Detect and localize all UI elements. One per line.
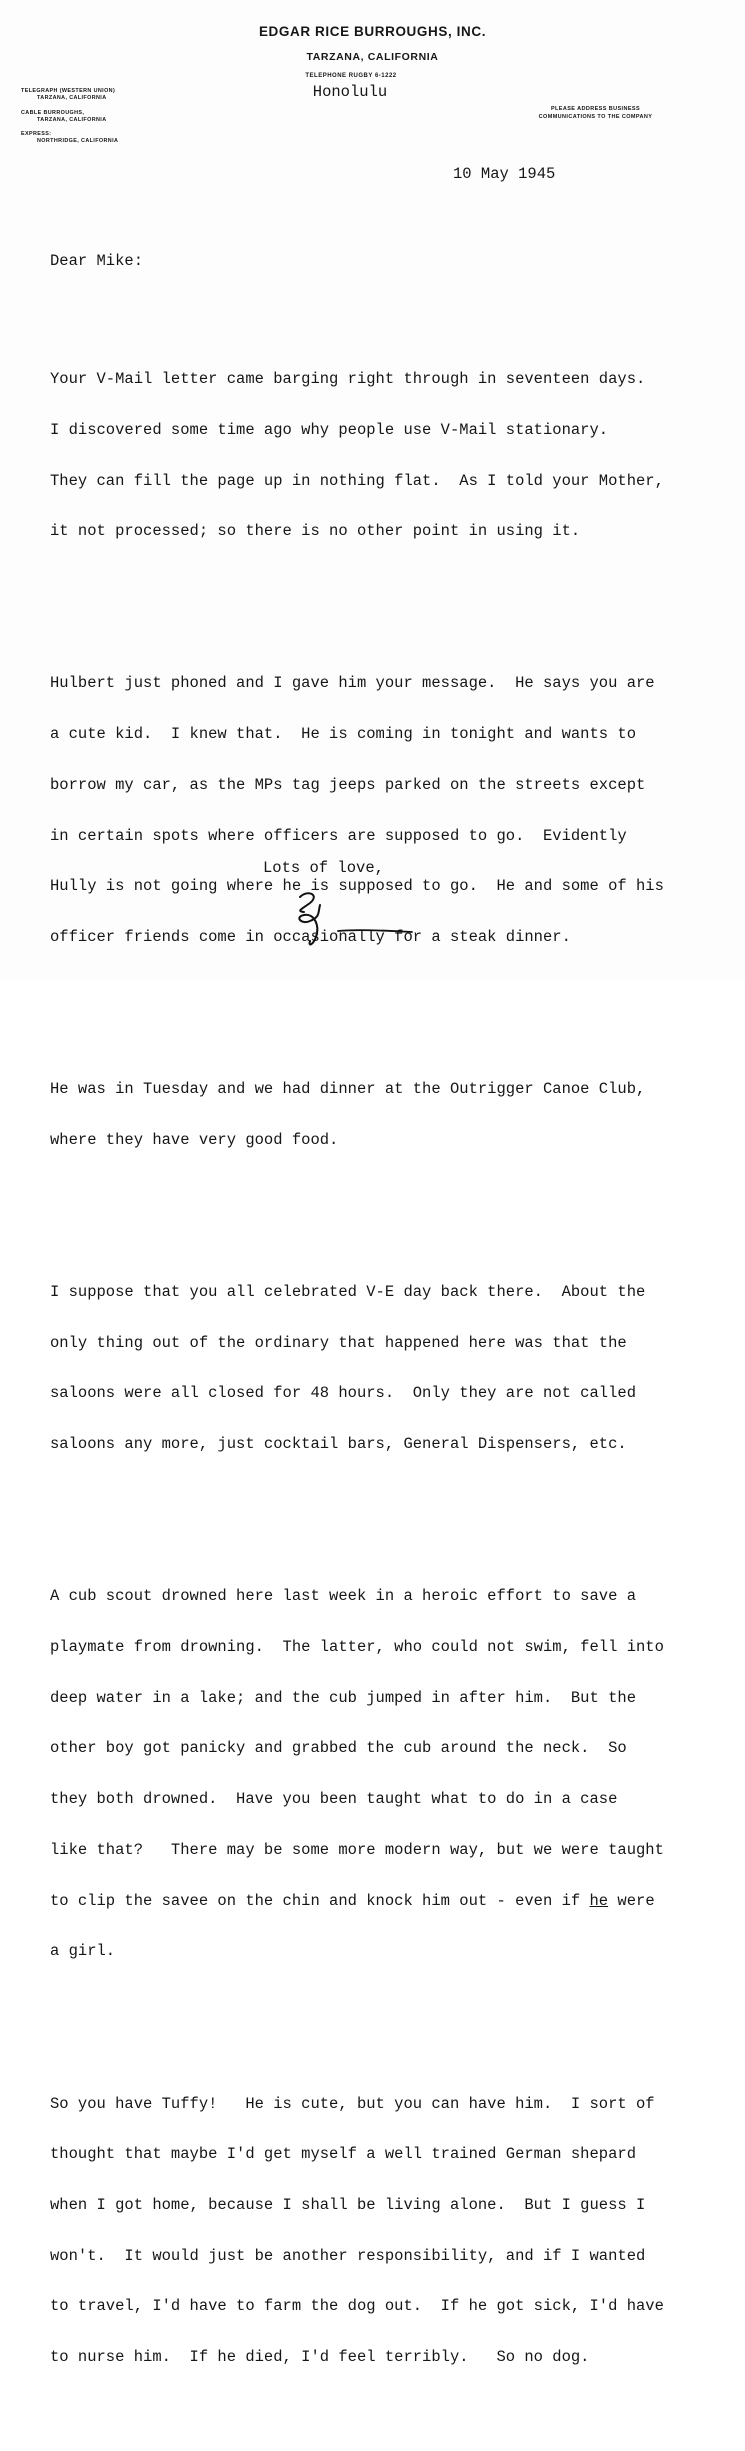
body-line: when I got home, because I shall be living alone. But I guess I xyxy=(50,2195,646,2214)
closing: Lots of love, xyxy=(263,859,384,877)
body-line: borrow my car, as the MPs tag jeeps parked on the streets except xyxy=(50,775,646,794)
paragraph-1 xyxy=(50,337,730,574)
body-line: officer friends come in occasionally for a steak dinner. xyxy=(50,928,571,947)
body-line: it not processed; so there is no other point in using it. xyxy=(50,522,581,541)
signature xyxy=(280,885,440,955)
body-line: a girl. xyxy=(50,1942,116,1961)
body-line: Hully is not going where he is supposed to go. He and some of his xyxy=(50,877,664,896)
letterhead-city: TARZANA, CALIFORNIA xyxy=(306,51,439,63)
body-line: to nurse him. If he died, I'd feel terribly. So no dog. xyxy=(50,2348,590,2367)
letterhead-company: EDGAR RICE BURROUGHS, INC. xyxy=(258,24,487,39)
body-line: saloons any more, just cocktail bars, General Dispensers, etc. xyxy=(50,1435,627,1454)
letterhead-contact-block xyxy=(21,88,118,146)
letterhead-telephone: TELEPHONE RUGBY 6-1222 xyxy=(305,73,397,79)
body-line: thought that maybe I'd get myself a well trained German shepard xyxy=(50,2145,636,2164)
body-line: deep water in a lake; and the cub jumped in after him. But the xyxy=(50,1688,636,1707)
telegraph-location: TARZANA, CALIFORNIA xyxy=(37,95,107,102)
paragraph-3 xyxy=(50,1047,730,1182)
typed-place: Honolulu xyxy=(312,83,388,101)
notice-line-1: PLEASE ADDRESS BUSINESS xyxy=(550,106,641,112)
paragraph-4 xyxy=(50,1250,730,1487)
notice-line-2: COMMUNICATIONS TO THE COMPANY xyxy=(538,114,653,120)
body-line: a cute kid. I knew that. He is coming in tonight and wants to xyxy=(50,725,636,744)
body-line: other boy got panicky and grabbed the cub around the neck. So xyxy=(50,1739,627,1758)
cable-label: CABLE BURROUGHS, xyxy=(21,109,85,116)
body-line: So you have Tuffy! He is cute, but you can have him. I sort of xyxy=(50,2094,655,2113)
body-line-emphasis xyxy=(50,1893,730,1910)
body-line: Hulbert just phoned and I gave him your message. He says you are xyxy=(50,674,655,693)
body-line: They can fill the page up in nothing flat. As I told your Mother, xyxy=(50,471,664,490)
body-line: He was in Tuesday and we had dinner at the Outrigger Canoe Club, xyxy=(50,1080,646,1099)
express-location: NORTHRIDGE, CALIFORNIA xyxy=(37,138,119,145)
letter-date: 10 May 1945 xyxy=(453,165,556,183)
body-line: I discovered some time ago why people use V-Mail stationary. xyxy=(50,420,609,439)
body-line: like that? There may be some more modern way, but we were taught xyxy=(50,1840,664,1859)
emphasis-pre: to clip the savee on the chin and knock him out - even if xyxy=(50,1891,590,1910)
body-line: in certain spots where officers are supposed to go. Evidently xyxy=(50,826,627,845)
telegraph-label: TELEGRAPH (WESTERN UNION) xyxy=(21,88,116,94)
paragraph-6 xyxy=(50,2062,730,2400)
body-line: playmate from drowning. The latter, who could not swim, fell into xyxy=(50,1638,664,1657)
letter-body xyxy=(50,219,730,2451)
body-line: where they have very good food. xyxy=(50,1130,339,1149)
body-line: I suppose that you all celebrated V-E day back there. About the xyxy=(50,1283,646,1302)
body-line: only thing out of the ordinary that happened here was that the xyxy=(50,1333,627,1352)
body-line: Your V-Mail letter came barging right through in seventeen days. xyxy=(50,370,646,389)
emphasis-post: were xyxy=(608,1891,655,1910)
paragraph-5 xyxy=(50,1555,730,1995)
express-label: EXPRESS: xyxy=(21,131,52,138)
underlined-word: he xyxy=(589,1891,609,1910)
body-line: A cub scout drowned here last week in a heroic effort to save a xyxy=(50,1587,636,1606)
cable-location: TARZANA, CALIFORNIA xyxy=(37,116,107,123)
body-line: they both drowned. Have you been taught what to do in a case xyxy=(50,1790,618,1809)
letterhead-notice xyxy=(508,105,683,121)
body-line: won't. It would just be another responsibility, and if I wanted xyxy=(50,2246,646,2265)
body-line: to travel, I'd have to farm the dog out. If he got sick, I'd have xyxy=(50,2297,664,2316)
body-line: saloons were all closed for 48 hours. Only they are not called xyxy=(50,1384,636,1403)
salutation: Dear Mike: xyxy=(50,251,144,270)
